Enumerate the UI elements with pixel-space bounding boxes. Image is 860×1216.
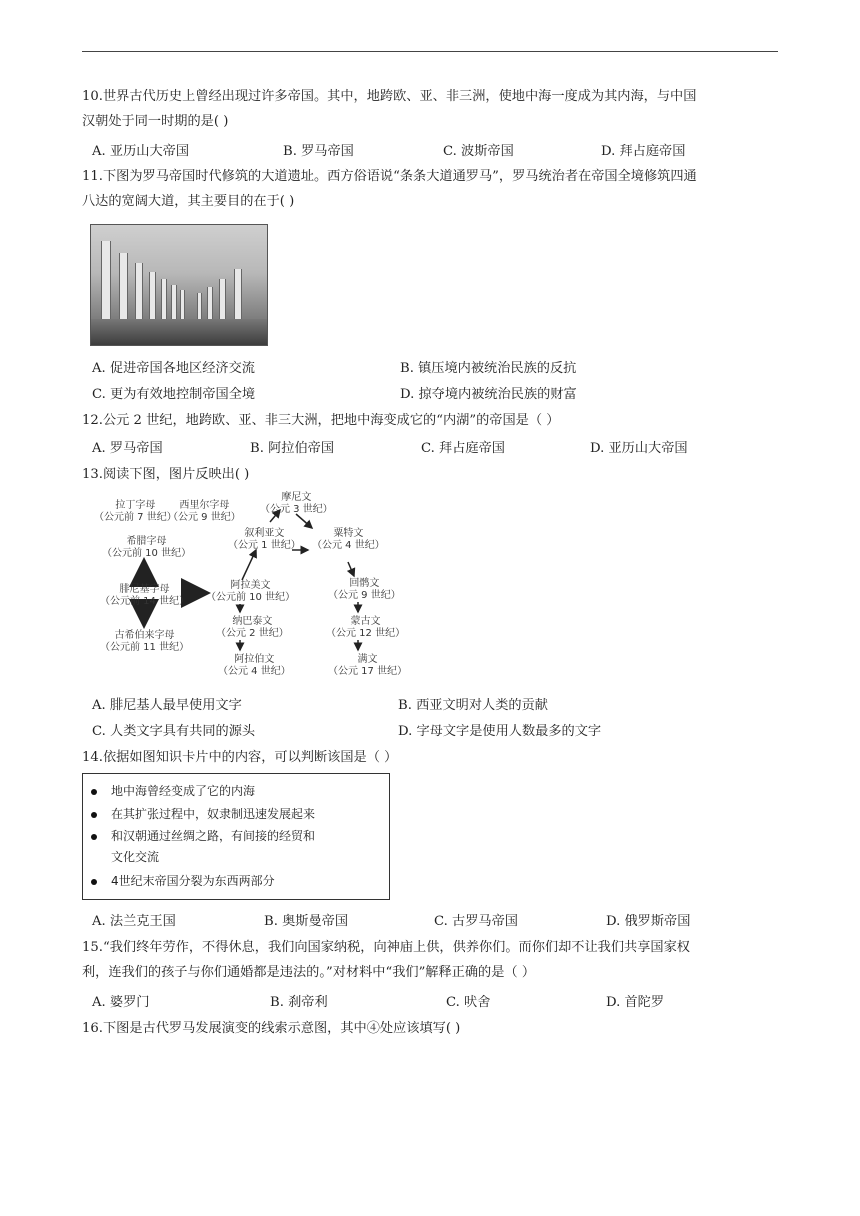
q14-option-b[interactable]: B. 奥斯曼帝国	[264, 914, 349, 929]
q10-option-b[interactable]: B. 罗马帝国	[283, 144, 354, 159]
q11-option-d[interactable]: D. 掠夺境内被统治民族的财富	[400, 387, 577, 402]
column-shape	[101, 241, 111, 327]
q13-line1: 13.阅读下图，图片反映出( )	[82, 467, 250, 482]
node-uyghur: 回鹘文 （公元 9 世纪）	[328, 578, 401, 601]
q15-stem	[82, 935, 782, 985]
node-manchu: 满文 （公元 17 世纪）	[328, 654, 408, 677]
q12-stem	[82, 408, 782, 433]
card-item-continuation: 文化交流	[111, 850, 160, 864]
q13-option-d[interactable]: D. 字母文字是使用人数最多的文字	[398, 724, 602, 739]
node-hebrew: 古希伯来字母 （公元前 11 世纪）	[100, 630, 190, 653]
q13-option-b[interactable]: B. 西亚文明对人类的贡献	[398, 698, 548, 713]
q16-stem	[82, 1016, 782, 1041]
node-latin: 拉丁字母 （公元前 7 世纪）	[94, 500, 177, 523]
q12-option-b[interactable]: B. 阿拉伯帝国	[250, 441, 335, 456]
roman-road-photo	[90, 224, 268, 346]
q14-option-c[interactable]: C. 古罗马帝国	[434, 914, 518, 929]
node-arabic: 阿拉伯文 （公元 4 世纪）	[218, 654, 291, 677]
bullet-icon	[91, 789, 97, 795]
q10-option-d[interactable]: D. 拜占庭帝国	[601, 144, 686, 159]
column-shape	[119, 253, 128, 327]
q11-line1: 11.下图为罗马帝国时代修筑的大道遗址。西方俗语说“条条大道通罗马”，罗马统治者在帝国全境修筑四通	[82, 169, 697, 184]
q14-line1: 14.依据如图知识卡片中的内容，可以判断该国是（ ）	[82, 750, 398, 765]
q15-option-b[interactable]: B. 刹帝利	[270, 995, 328, 1010]
column-shape	[135, 263, 143, 327]
q11-line2: 八达的宽阔大道，其主要目的在于( )	[82, 194, 295, 209]
q14-option-d[interactable]: D. 俄罗斯帝国	[606, 914, 691, 929]
q11-option-a[interactable]: A. 促进帝国各地区经济交流	[92, 361, 255, 376]
node-phoenician: 腓尼基字母 （公元前 14 世纪）	[100, 584, 190, 607]
card-item: 4世纪末帝国分裂为东西两部分	[91, 872, 275, 889]
node-cyrillic: 西里尔字母 （公元 9 世纪）	[168, 500, 241, 523]
node-syriac: 叙利亚文 （公元 1 世纪）	[228, 528, 301, 551]
q15-option-d[interactable]: D. 首陀罗	[606, 995, 665, 1010]
bullet-icon	[91, 879, 97, 885]
card-item: 在其扩张过程中，奴隶制迅速发展起来	[91, 805, 315, 822]
q11-option-b[interactable]: B. 镇压境内被统治民族的反抗	[400, 361, 577, 376]
node-mongol: 蒙古文 （公元 12 世纪）	[326, 616, 406, 639]
q14-stem	[82, 745, 782, 770]
q15-option-a[interactable]: A. 婆罗门	[92, 995, 150, 1010]
alphabet-diagram	[80, 492, 408, 682]
q15-option-c[interactable]: C. 吠舍	[446, 995, 491, 1010]
q10-option-c[interactable]: C. 波斯帝国	[443, 144, 514, 159]
node-sogdian: 粟特文 （公元 4 世纪）	[312, 528, 385, 551]
q12-option-c[interactable]: C. 拜占庭帝国	[421, 441, 505, 456]
q10-line2: 汉朝处于同一时期的是( )	[82, 114, 229, 129]
q12-option-a[interactable]: A. 罗马帝国	[92, 441, 163, 456]
q10-option-a[interactable]: A. 亚历山大帝国	[92, 144, 190, 159]
bullet-icon	[91, 812, 97, 818]
q12-line1: 12.公元 2 世纪，地跨欧、亚、非三大洲，把地中海变成它的“内湖”的帝国是（ ）	[82, 413, 560, 428]
road-surface	[91, 319, 267, 345]
node-aramaic: 阿拉美文 （公元前 10 世纪）	[206, 580, 296, 603]
q14-option-a[interactable]: A. 法兰克王国	[92, 914, 176, 929]
q10-stem	[82, 84, 782, 134]
node-nabataean: 纳巴泰文 （公元 2 世纪）	[216, 616, 289, 639]
bullet-icon	[91, 834, 97, 840]
q12-option-d[interactable]: D. 亚历山大帝国	[590, 441, 688, 456]
node-manichean: 摩尼文 （公元 3 世纪）	[260, 492, 333, 515]
knowledge-card	[82, 773, 390, 900]
card-item: 地中海曾经变成了它的内海	[91, 782, 255, 799]
q16-line1: 16.下图是古代罗马发展演变的线索示意图，其中④处应该填写( )	[82, 1021, 461, 1036]
header-rule	[82, 51, 778, 52]
q11-stem	[82, 164, 782, 214]
q15-line1: 15.“我们终年劳作，不得休息，我们向国家纳税，向神庙上供，供养你们。而你们却不让我们共享国家权	[82, 940, 690, 955]
q15-line2: 利，连我们的孩子与你们通婚都是违法的。”对材料中“我们”解释正确的是（ ）	[82, 965, 536, 980]
node-greek: 希腊字母 （公元前 10 世纪）	[102, 536, 192, 559]
q13-option-a[interactable]: A. 腓尼基人最早使用文字	[92, 698, 242, 713]
q13-stem	[82, 462, 782, 487]
q13-option-c[interactable]: C. 人类文字具有共同的源头	[92, 724, 256, 739]
card-item: 和汉朝通过丝绸之路，有间接的经贸和	[91, 827, 315, 844]
q10-line1: 10.世界古代历史上曾经出现过许多帝国。其中，地跨欧、亚、非三洲，使地中海一度成为其内海，与中国	[82, 89, 697, 104]
q11-option-c[interactable]: C. 更为有效地控制帝国全境	[92, 387, 256, 402]
